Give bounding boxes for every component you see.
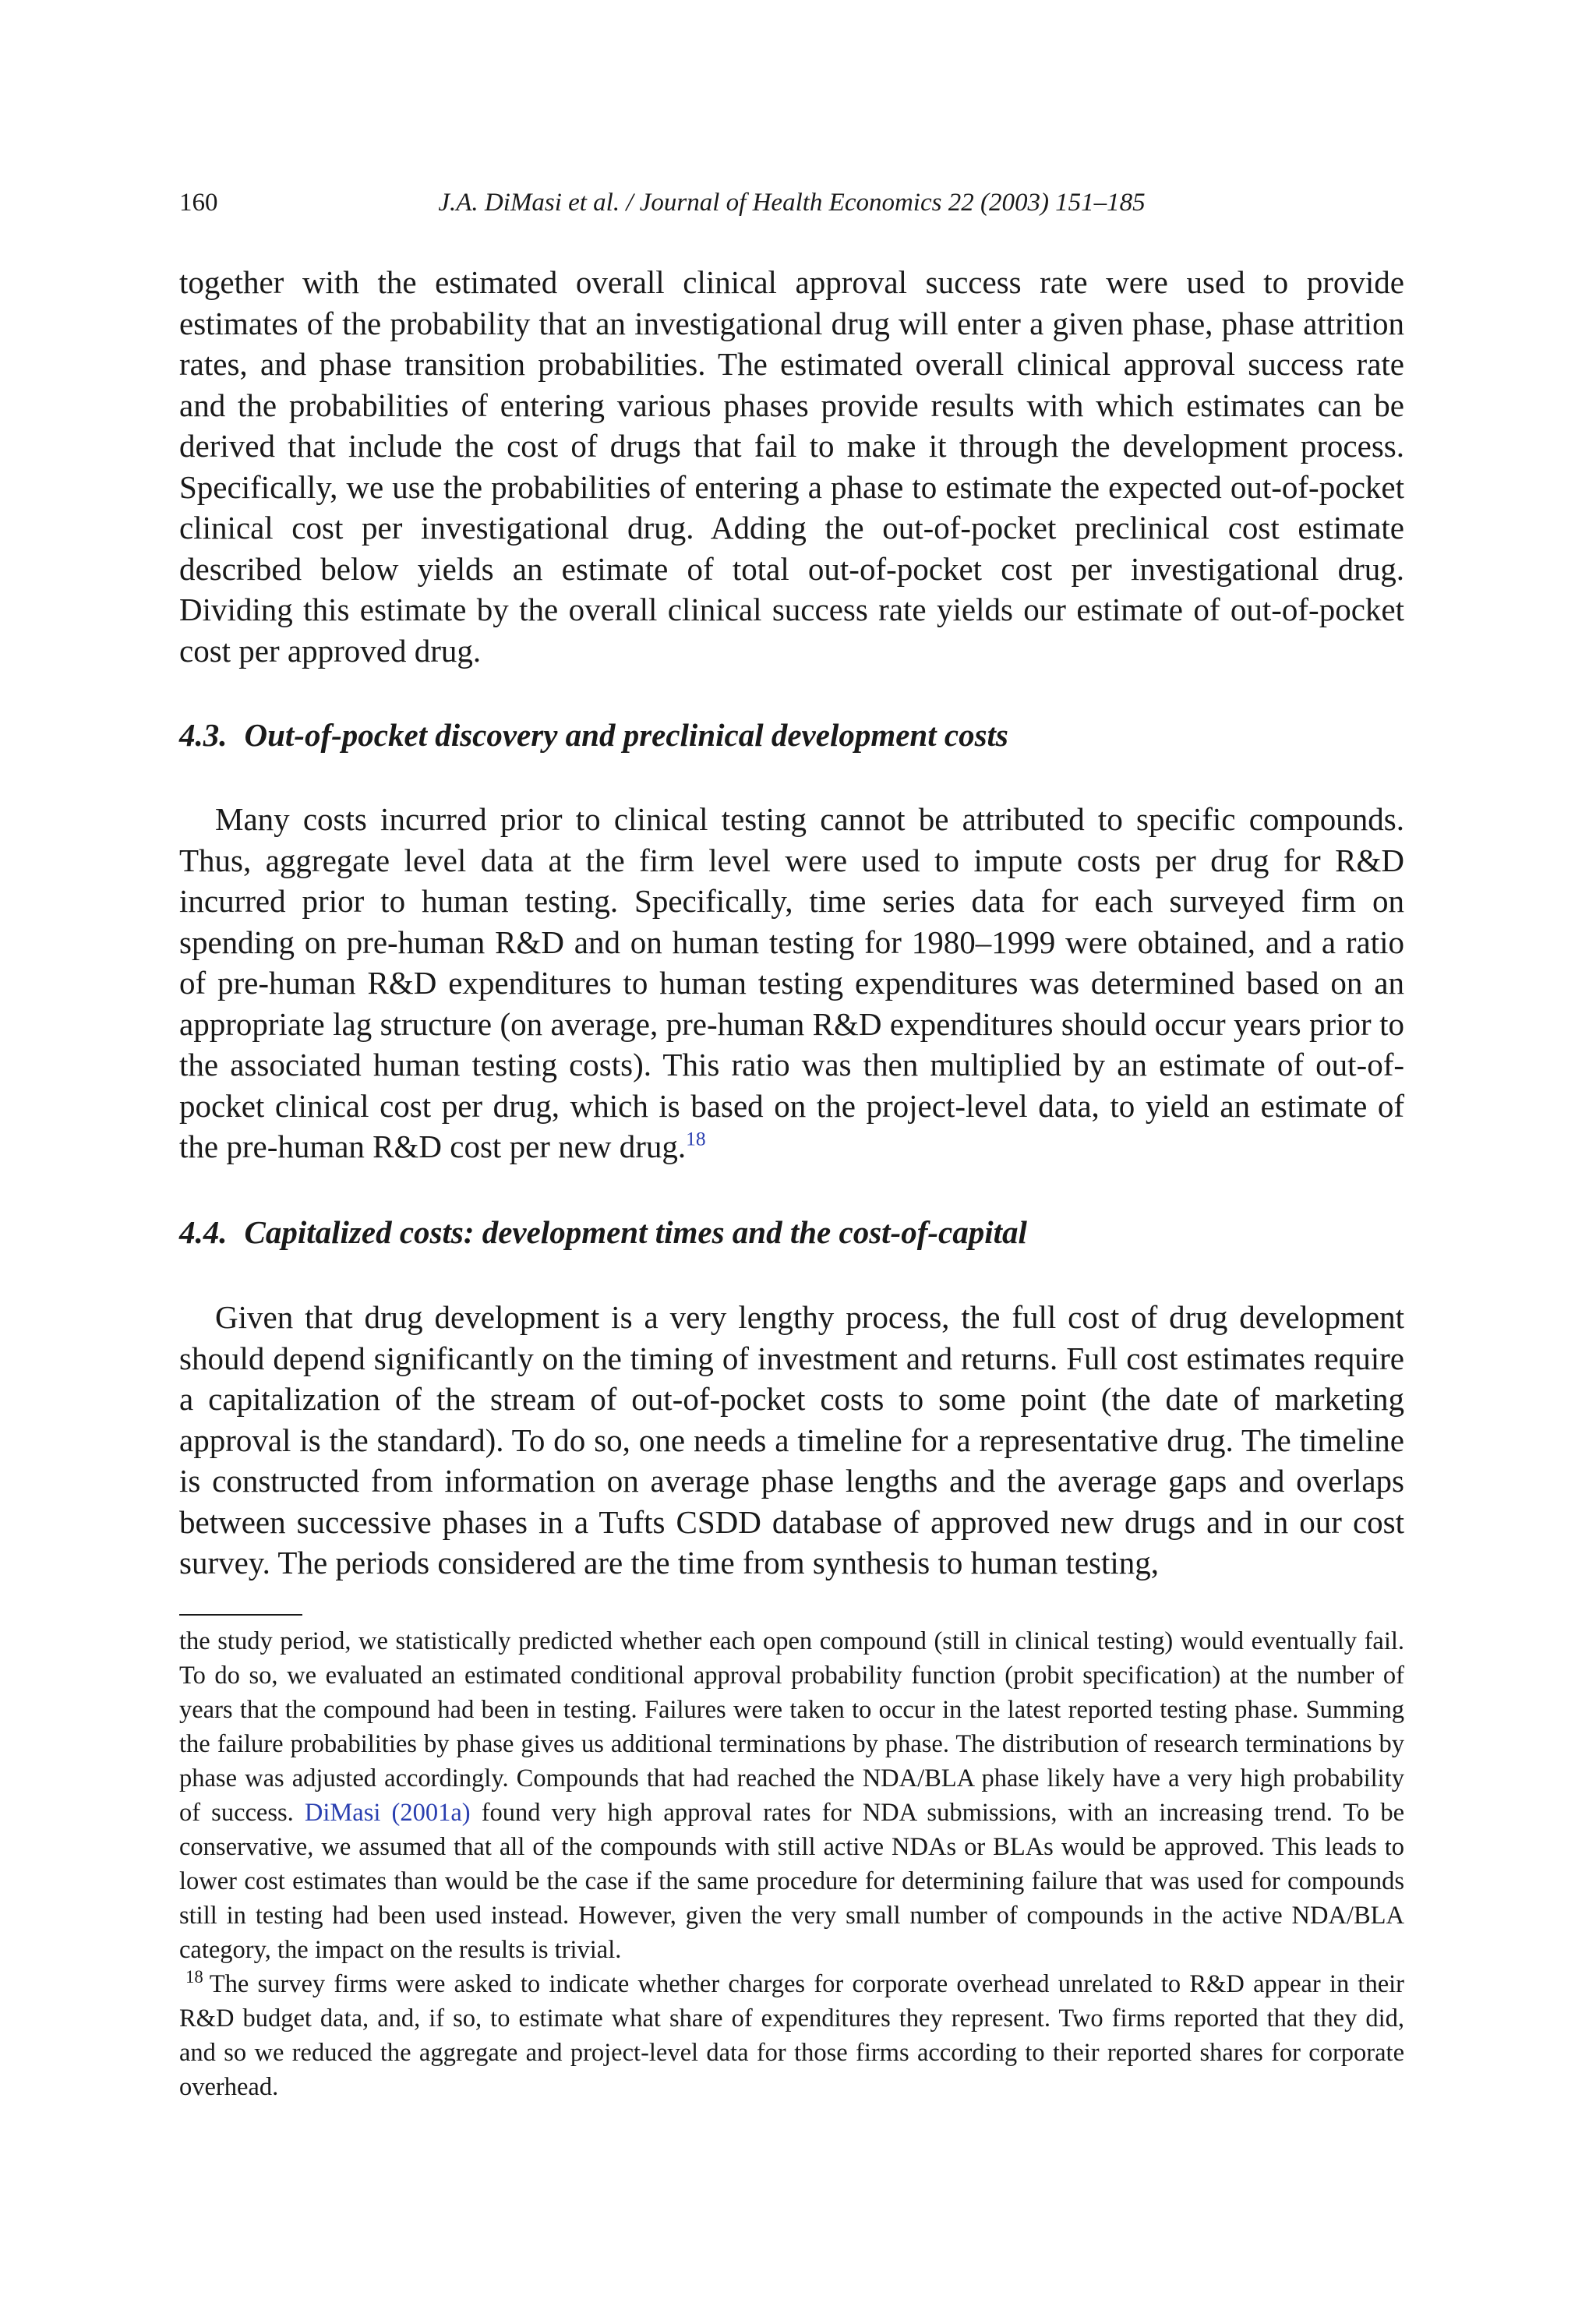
body-paragraph-4-4: Given that drug development is a very lengthy process, the full cost of drug development should depend significantly on the timing of investment and returns. Full cost estimates require a capitalization of the stream of out-of-pocket costs to some point (the date of marketing approval is the standard). To do so, one needs a timeline for a representative drug. The timeline is constructed from information on average phase lengths and the average gaps and overlaps between successive phases in a Tufts CSDD database of approved new drugs and in our cost survey. The periods considered are the time from synthesis to human testing, — [179, 1299, 1404, 1581]
footnote-18-text: The survey firms were asked to indicate whether charges for corporate overhead unrelated to R&D appear in their R&D budget data, and, if so, to estimate what share of expenditures they represent. Two firms reported that they did, and so we reduced the aggregate and project-level data for those firms according to their reported shares for corporate overhead. — [179, 1970, 1404, 2101]
footnote-continued — [179, 1624, 1404, 1967]
section-heading-4-4 — [179, 1212, 1404, 1252]
section-title: Out-of-pocket discovery and preclinical development costs — [244, 717, 1008, 753]
footnote-text-before: the study period, we statistically predicted whether each open compound (still in clinical testing) would eventually fail. To do so, we evaluated an estimated conditional approval probability function (probit specification) at the number of years that the compound had been in testing. Failures were taken to occur in the latest reported testing phase. Summing the failure probabilities by phase gives us additional terminations by phase. The distribution of research terminations by phase was adjusted accordingly. Compounds that had reached the NDA/BLA phase likely have a very high probability of success. — [179, 1627, 1404, 1827]
footnote-mark-18: 18 — [185, 1966, 203, 1987]
body-paragraph-4-3 — [179, 799, 1404, 1167]
footnote-ref-18[interactable]: 18 — [686, 1128, 706, 1150]
section-number: 4.3. — [179, 717, 228, 753]
citation-link-dimasi-2001a[interactable]: DiMasi (2001a) — [304, 1799, 471, 1827]
section-heading-4-3 — [179, 715, 1404, 755]
running-header — [179, 185, 1404, 220]
paragraph-text: Many costs incurred prior to clinical testing cannot be attributed to specific compounds. Thus, aggregate level data at the firm level were used to impute costs per drug for R&D incurred prior to human testing. Specifically, time series data for each surveyed firm on spending on pre-human R&D and on human testing for 1980–1999 were obtained, and a ratio of pre-human R&D expenditures to human testing expenditures was determined based on an appropriate lag structure (on average, pre-human R&D expenditures should occur years prior to the associated human testing costs). This ratio was then multiplied by an estimate of out-of-pocket clinical cost per drug, which is based on the project-level data, to yield an estimate of the pre-human R&D cost per new drug. — [179, 801, 1404, 1164]
body-paragraph-continued: together with the estimated overall clinical approval success rate were used to provide estimates of the probability that an investigational drug will enter a given phase, phase attrition rates, and phase transition probabilities. The estimated overall clinical approval success rate and the probabilities of entering various phases provide results with which estimates can be derived that include the cost of drugs that fail to make it through the development process. Specifically, we use the probabilities of entering a phase to estimate the expected out-of-pocket clinical cost per investigational drug. Adding the out-of-pocket preclinical cost estimate described below yields an estimate of total out-of-pocket cost per investigational drug. Dividing this estimate by the overall clinical success rate yields our estimate of out-of-pocket cost per approved drug. — [179, 264, 1404, 669]
footnote-18 — [179, 1967, 1404, 2104]
journal-citation: J.A. DiMasi et al. / Journal of Health Economics 22 (2003) 151–185 — [438, 189, 1146, 217]
footnote-text-after: found very high approval rates for NDA submissions, with an increasing trend. To be conservative, we assumed that all of the compounds with still active NDAs or BLAs would be approved. This leads to lower cost estimates than would be the case if the same procedure for determining failure that was used for compounds still in testing had been used instead. However, given the very small number of compounds in the active NDA/BLA category, the impact on the results is trivial. — [179, 1799, 1405, 1964]
section-title: Capitalized costs: development times and the cost-of-capital — [244, 1214, 1027, 1250]
section-number: 4.4. — [179, 1214, 228, 1250]
footnote-divider — [179, 1614, 302, 1616]
page-number: 160 — [179, 189, 218, 217]
